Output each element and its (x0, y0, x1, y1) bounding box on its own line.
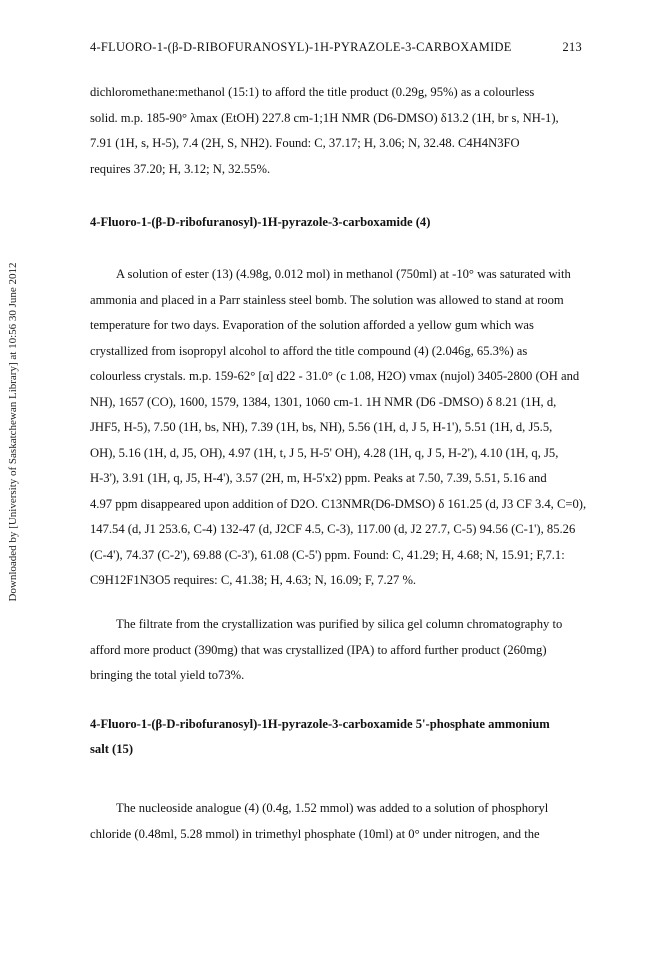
text-line: bringing the total yield to73%. (90, 668, 245, 682)
compound-4-paragraph (90, 262, 587, 594)
download-note: Downloaded by [University of Saskatchewan Library] at 10:56 30 June 2012 (7, 262, 19, 602)
heading-line: 4-Fluoro-1-(β-D-ribofuranosyl)-1H-pyrazole-3-carboxamide 5'-phosphate ammonium (90, 717, 550, 731)
text-line: OH), 5.16 (1H, d, J5, OH), 4.97 (1H, t, J 5, H-5' OH), 4.28 (1H, q, J 5, H-2'), 4.10 (1H, q, J5, (90, 445, 559, 460)
section-heading-compound-4: 4-Fluoro-1-(β-D-ribofuranosyl)-1H-pyrazole-3-carboxamide (4) (90, 215, 431, 229)
filtrate-paragraph (90, 612, 583, 689)
text-line: H-3'), 3.91 (1H, q, J5, H-4'), 3.57 (2H, m, H-5'x2) ppm. Peaks at 7.50, 7.39, 5.51, 5.16 and (90, 471, 547, 485)
text-line: ammonia and placed in a Parr stainless steel bomb. The solution was allowed to stand at room (90, 292, 564, 307)
text-line: (C-4'), 74.37 (C-2'), 69.88 (C-3'), 61.08 (C-5') ppm. Found: C, 41.29; H, 4.68; N, 15.91; F,7.1: (90, 547, 565, 562)
text-line: NH), 1657 (CO), 1600, 1579, 1384, 1301, 1060 cm-1. 1H NMR (D6 -DMSO) δ 8.21 (1H, d, (90, 394, 557, 409)
text-line: dichloromethane:methanol (15:1) to afford the title product (0.29g, 95%) as a colourless (90, 85, 535, 99)
heading-line: salt (15) (90, 742, 134, 756)
compound-15-paragraph (90, 796, 583, 847)
section-heading-compound-15 (90, 712, 590, 762)
text-line: colourless crystals. m.p. 159-62° [α] d22 - 31.0° (c 1.08, H2O) vmax (nujol) 3405-2800 (OH and (90, 369, 580, 383)
text-line: The filtrate from the crystallization was purified by silica gel column chromatography to (116, 617, 563, 631)
text-line: afford more product (390mg) that was crystallized (IPA) to afford further product (260mg) (90, 642, 547, 657)
running-header (90, 40, 582, 60)
text-line: solid. m.p. 185-90° λmax (EtOH) 227.8 cm-1;1H NMR (D6-DMSO) δ13.2 (1H, br s, NH-1), (90, 110, 559, 125)
text-line: C9H12F1N3O5 requires: C, 41.38; H, 4.63; N, 16.09; F, 7.27 %. (90, 573, 417, 587)
text-line: chloride (0.48ml, 5.28 mmol) in trimethyl phosphate (10ml) at 0° under nitrogen, and the (90, 826, 540, 841)
text-line: 147.54 (d, J1 253.6, C-4) 132-47 (d, J2CF 4.5, C-3), 117.00 (d, J2 27.7, C-5) 94.56 (C-1'), 85.26 (90, 522, 576, 536)
text-line: 4.97 ppm disappeared upon addition of D2O. C13NMR(D6-DMSO) δ 161.25 (d, J3 CF 3.4, C=0), (90, 496, 587, 511)
text-line: requires 37.20; H, 3.12; N, 32.55%. (90, 161, 271, 176)
text-line: crystallized from isopropyl alcohol to afford the title compound (4) (2.046g, 65.3%) as (90, 343, 528, 358)
page-number: 213 (562, 40, 582, 54)
text-line: 7.91 (1H, s, H-5), 7.4 (2H, S, NH2). Found: C, 37.17; H, 3.06; N, 32.48. C4H4N3FO (90, 136, 520, 150)
text-line: JHF5, H-5), 7.50 (1H, bs, NH), 7.39 (1H, bs, NH), 5.56 (1H, d, J 5, H-1'), 5.51 (1H, d, J5.5, (90, 420, 553, 434)
text-line: The nucleoside analogue (4) (0.4g, 1.52 mmol) was added to a solution of phosphoryl (116, 801, 549, 815)
text-line: A solution of ester (13) (4.98g, 0.012 mol) in methanol (750ml) at -10° was saturated with (116, 267, 571, 281)
running-title: 4-FLUORO-1-(β-D-RIBOFURANOSYL)-1H-PYRAZOLE-3-CARBOXAMIDE (90, 40, 512, 54)
intro-paragraph (90, 80, 583, 182)
text-line: temperature for two days. Evaporation of the solution afforded a yellow gum which was (90, 318, 534, 332)
